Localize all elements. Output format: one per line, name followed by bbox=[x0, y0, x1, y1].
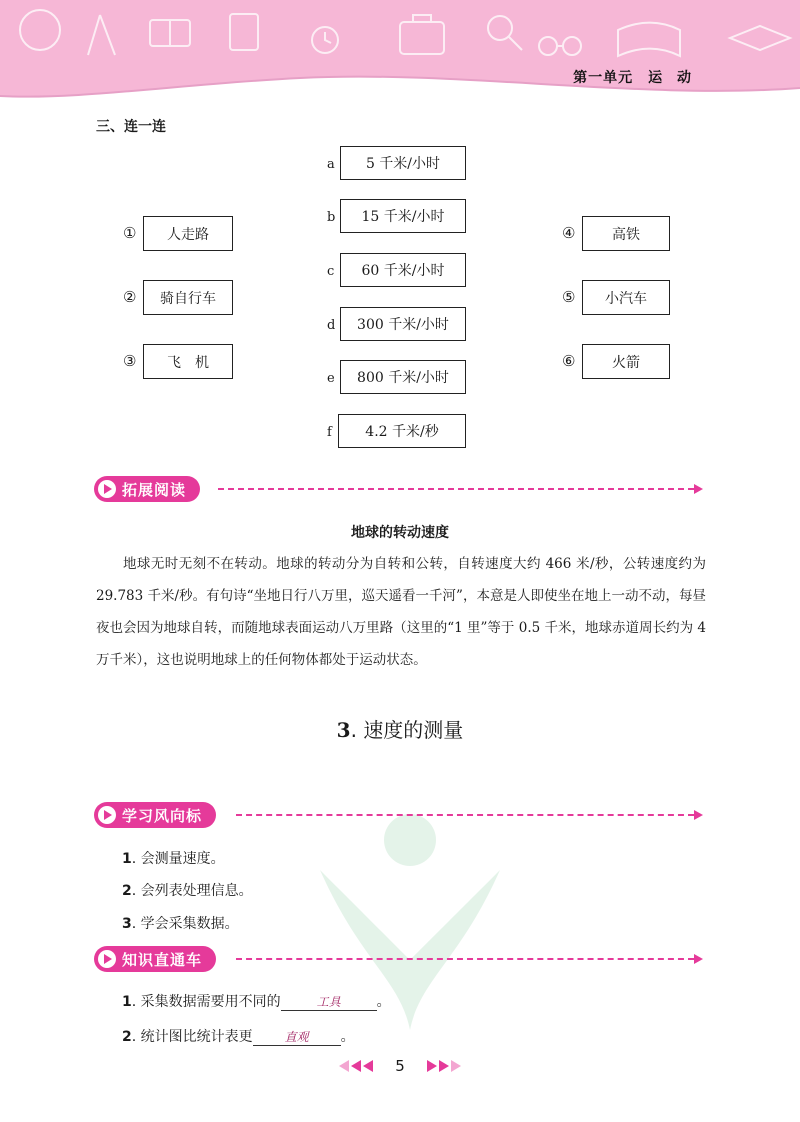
left-marker-1: ① bbox=[123, 224, 137, 242]
left-box-2[interactable]: 骑自行车 bbox=[143, 280, 233, 315]
knowledge-banner-pill bbox=[94, 946, 216, 972]
reading-banner-label: 拓展阅读 bbox=[122, 480, 187, 499]
knowledge-question-2: 2. 统计图比统计表更 直观 。 bbox=[122, 1029, 355, 1045]
play-icon bbox=[98, 950, 116, 968]
left-marker-3: ③ bbox=[123, 352, 137, 370]
middle-box-c[interactable]: 60 千米/小时 bbox=[340, 253, 466, 287]
triangles-left-icon bbox=[339, 1060, 373, 1072]
right-marker-4: ④ bbox=[562, 224, 576, 242]
objectives-banner bbox=[94, 802, 704, 828]
left-marker-2: ② bbox=[123, 288, 137, 306]
right-marker-5: ⑤ bbox=[562, 288, 576, 306]
play-icon bbox=[98, 806, 116, 824]
reading-banner bbox=[94, 476, 704, 502]
answer-field-2[interactable]: 直观 bbox=[253, 1029, 341, 1046]
objective-item-1: 1. 会测量速度。 bbox=[122, 851, 225, 867]
left-box-3[interactable]: 飞 机 bbox=[143, 344, 233, 379]
knowledge-question-1: 1. 采集数据需要用不同的 工具 。 bbox=[122, 994, 391, 1010]
triangles-right-icon bbox=[427, 1060, 461, 1072]
middle-letter-a: a bbox=[327, 157, 335, 172]
header-background bbox=[0, 0, 800, 110]
knowledge-banner-label: 知识直通车 bbox=[122, 950, 203, 969]
banner-dash-line bbox=[236, 814, 694, 816]
middle-box-f[interactable]: 4.2 千米/秒 bbox=[338, 414, 466, 448]
objectives-banner-pill bbox=[94, 802, 216, 828]
middle-box-e[interactable]: 800 千米/小时 bbox=[340, 360, 466, 394]
knowledge-banner bbox=[94, 946, 704, 972]
middle-letter-c: c bbox=[327, 264, 335, 279]
middle-letter-e: e bbox=[327, 371, 335, 386]
left-box-1[interactable]: 人走路 bbox=[143, 216, 233, 251]
page-footer bbox=[0, 1054, 800, 1078]
objective-item-3: 3. 学会采集数据。 bbox=[122, 916, 239, 932]
page-number: 5 bbox=[395, 1057, 405, 1075]
arrow-right-icon bbox=[694, 484, 703, 494]
middle-box-a[interactable]: 5 千米/小时 bbox=[340, 146, 466, 180]
reading-banner-pill bbox=[94, 476, 200, 502]
banner-dash-line bbox=[236, 958, 694, 960]
arrow-right-icon bbox=[694, 954, 703, 964]
answer-field-1[interactable]: 工具 bbox=[281, 994, 377, 1011]
right-marker-6: ⑥ bbox=[562, 352, 576, 370]
middle-letter-d: d bbox=[327, 318, 336, 333]
lesson-title: 3. 速度的测量 bbox=[336, 718, 464, 742]
reading-title: 地球的转动速度 bbox=[351, 525, 449, 541]
right-box-6[interactable]: 火箭 bbox=[582, 344, 670, 379]
banner-dash-line bbox=[218, 488, 694, 490]
lesson-number: 3 bbox=[336, 718, 351, 742]
middle-letter-f: f bbox=[327, 425, 332, 440]
page-header bbox=[0, 0, 800, 110]
lesson-title-text: 速度的测量 bbox=[363, 718, 464, 742]
matching-heading: 三、连一连 bbox=[96, 119, 166, 135]
play-icon bbox=[98, 480, 116, 498]
unit-title: 第一单元 运 动 bbox=[573, 70, 692, 86]
objective-item-2: 2. 会列表处理信息。 bbox=[122, 883, 253, 899]
middle-letter-b: b bbox=[327, 210, 336, 225]
middle-box-d[interactable]: 300 千米/小时 bbox=[340, 307, 466, 341]
middle-box-b[interactable]: 15 千米/小时 bbox=[340, 199, 466, 233]
right-box-4[interactable]: 高铁 bbox=[582, 216, 670, 251]
reading-body: 地球无时无刻不在转动。地球的转动分为自转和公转，自转速度大约 466 米/秒，公转速度约为 29.783 千米/秒。有句诗“坐地日行八万里，巡天遥看一千河”，本意是人即使坐在地上一动不动，每昼夜也会因为地球自转，而随地球表面运动八万里路（这里的“1 里”等于 0.5 千米，地球赤道周长约为 4 万千米），这也说明地球上的任何物体都处于运动状态。 bbox=[96, 556, 706, 668]
arrow-right-icon bbox=[694, 810, 703, 820]
right-box-5[interactable]: 小汽车 bbox=[582, 280, 670, 315]
objectives-banner-label: 学习风向标 bbox=[122, 806, 203, 825]
